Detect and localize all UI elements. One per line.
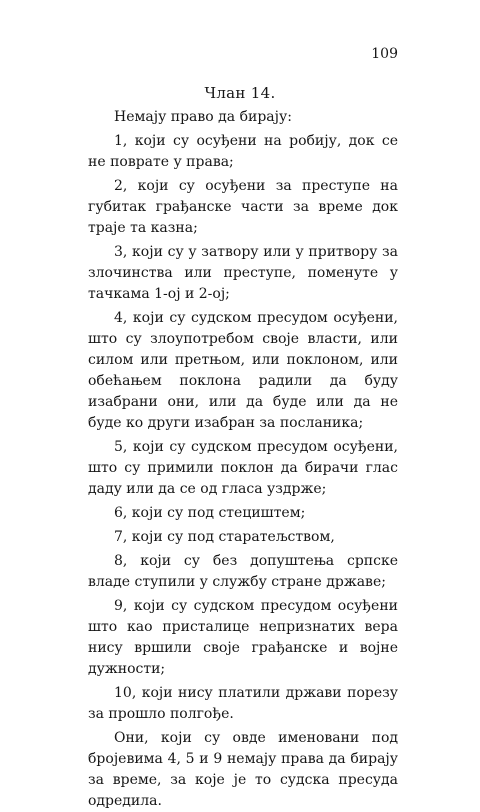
page-number: 109	[371, 46, 398, 62]
paragraph-closing: Они, који су овде именовани под бројевима 4, 5 и 9 немају права да бирају за време, за које је то судска пресуда одредила.	[88, 730, 398, 809]
paragraph-item-10: 10, који нису платили држави порезу за прошло полгође.	[88, 685, 398, 722]
paragraph-item-3: 3, који су у затвору или у притвору за злочинства или преступе, поменуте у тачкама 1-ој и 2-ој;	[88, 244, 398, 302]
paragraph-item-2: 2, који су осуђени за преступе на губитак грађанске части за време док траје та казна;	[88, 178, 398, 236]
paragraph-item-4: 4, који су судском пресудом осуђени, што су злоупотребом своје власти, или силом или претњом, или поклоном, или обећањем поклона радили да буду изабрани они, или да буде или да не буде ко други изабран за посланика;	[88, 310, 398, 431]
paragraph-item-9: 9, који су судском пресудом осуђени што као присталице непризнатих вера нису вршили своје грађанске и војне дужности;	[88, 598, 398, 677]
article-body	[88, 104, 398, 812]
paragraph-intro: Немају право да бирају:	[114, 109, 292, 125]
paragraph-item-6: 6, који су под стециштем;	[114, 505, 306, 521]
article-title: Члан 14.	[204, 84, 276, 102]
paragraph-item-8: 8, који су без допуштења српске владе ступили у службу стране државе;	[88, 553, 398, 590]
paragraph-item-5: 5, који су судском пресудом осуђени, што су примили поклон да бирачи глас даду или да се од гласа уздрже;	[88, 439, 398, 497]
paragraph-item-1: 1, који су осуђени на робију, док се не поврате у права;	[88, 133, 398, 170]
paragraph-item-7: 7, који су под старатељством,	[114, 529, 335, 545]
